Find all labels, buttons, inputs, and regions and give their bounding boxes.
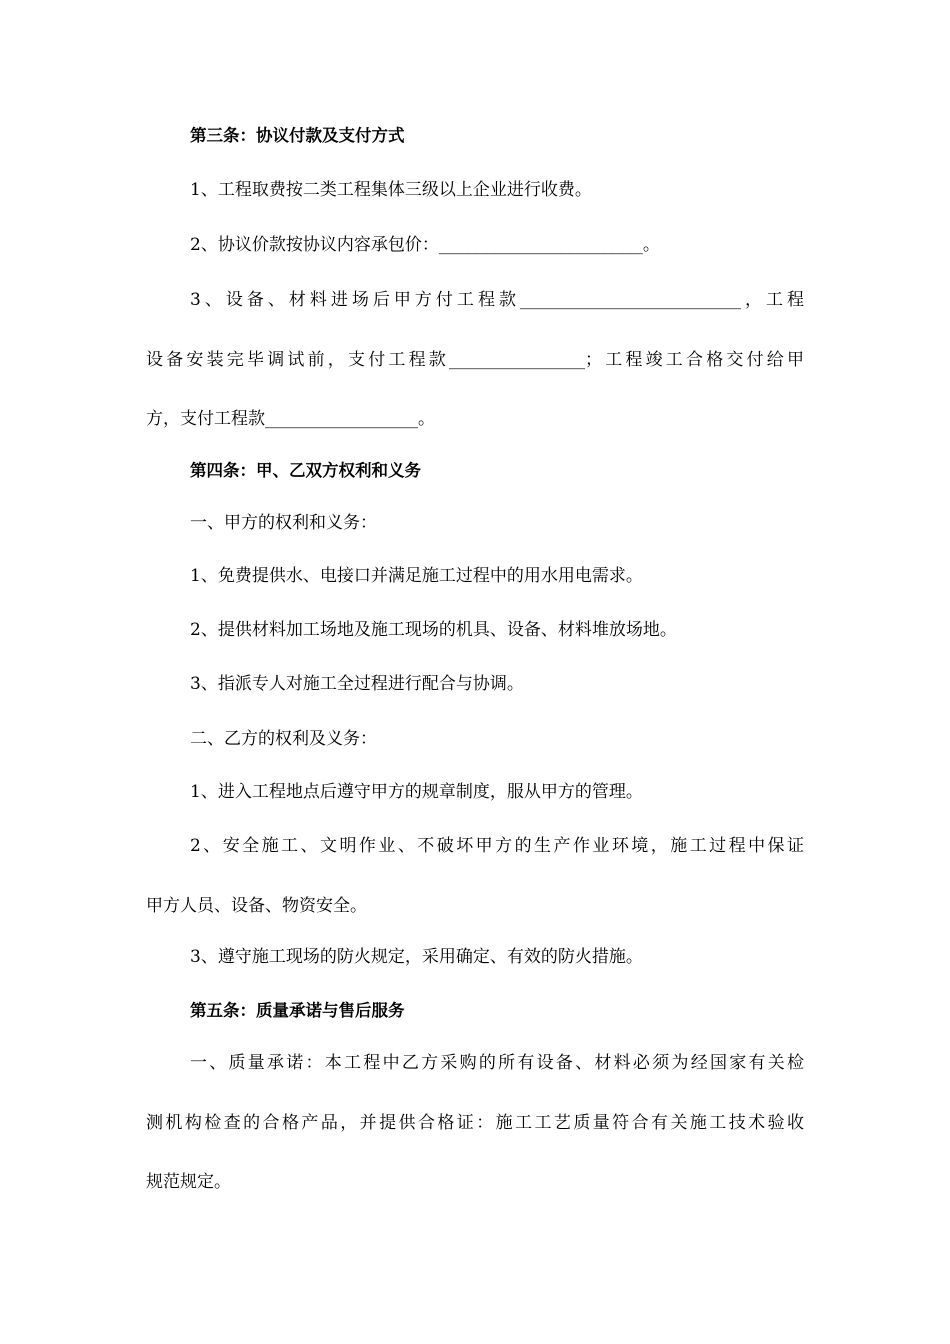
party-a-item-1: 1、免费提供水、电接口并满足施工过程中的用水用电需求。 bbox=[190, 566, 643, 586]
section-5-heading: 第五条：质量承诺与售后服务 bbox=[190, 1001, 405, 1020]
party-a-item-3: 3、指派专人对施工全过程进行配合与协调。 bbox=[190, 674, 524, 694]
party-b-title: 二、乙方的权利及义务： bbox=[190, 729, 377, 749]
quality-commitment-line-3: 规范规定。 bbox=[146, 1172, 231, 1192]
section-3-item-2: 2、协议价款按协议内容承包价：________________________。 bbox=[190, 235, 660, 255]
section-3-heading: 第三条：协议付款及支付方式 bbox=[190, 126, 405, 145]
party-a-item-2: 2、提供材料加工场地及施工现场的机具、设备、材料堆放场地。 bbox=[190, 620, 677, 640]
party-b-item-2-line-2: 甲方人员、设备、物资安全。 bbox=[146, 896, 367, 916]
section-3-item-3-line-1: 3、设备、材料进场后甲方付工程款__________________________，工程 bbox=[190, 290, 804, 310]
party-b-item-3: 3、遵守施工现场的防火规定，采用确定、有效的防火措施。 bbox=[190, 947, 643, 967]
quality-commitment-line-2: 测机构检查的合格产品，并提供合格证：施工工艺质量符合有关施工技术验收 bbox=[146, 1113, 804, 1133]
section-3-item-1: 1、工程取费按二类工程集体三级以上企业进行收费。 bbox=[190, 180, 592, 200]
party-a-title: 一、甲方的权利和义务： bbox=[190, 513, 377, 533]
quality-commitment-line-1: 一、质量承诺：本工程中乙方采购的所有设备、材料必须为经国家有关检 bbox=[190, 1053, 804, 1073]
section-3-item-3-line-2: 设备安装完毕调试前，支付工程款________________；工程竣工合格交付给甲 bbox=[146, 350, 804, 370]
party-b-item-1: 1、进入工程地点后遵守甲方的规章制度，服从甲方的管理。 bbox=[190, 782, 643, 802]
section-4-heading: 第四条：甲、乙双方权利和义务 bbox=[190, 461, 421, 480]
party-b-item-2-line-1: 2、安全施工、文明作业、不破坏甲方的生产作业环境，施工过程中保证 bbox=[190, 836, 804, 856]
section-3-item-3-line-3: 方，支付工程款__________________。 bbox=[146, 409, 435, 429]
